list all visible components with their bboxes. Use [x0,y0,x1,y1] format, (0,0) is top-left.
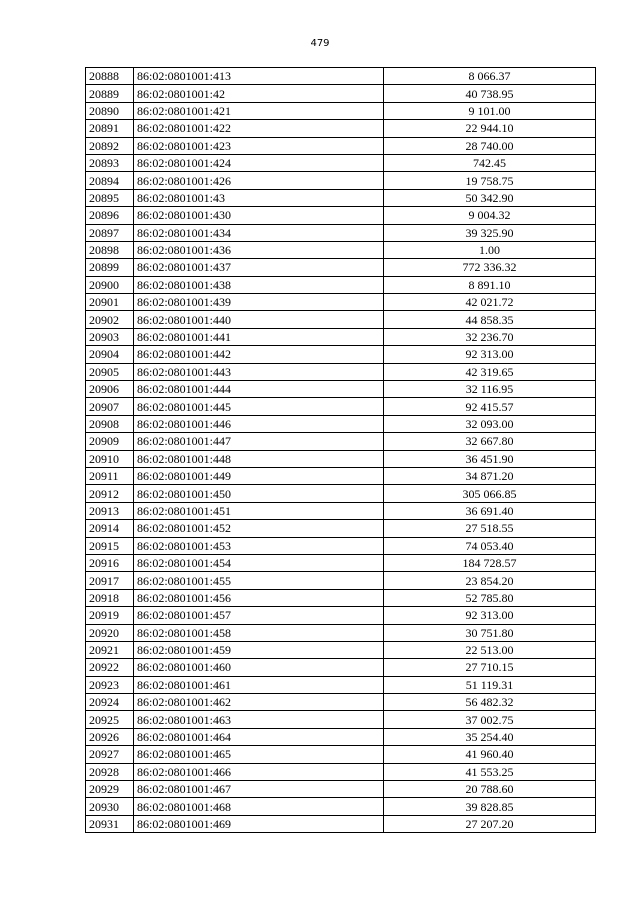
cadastral-number-cell: 86:02:0801001:467 [134,781,384,798]
row-number-cell: 20919 [86,607,134,624]
value-cell: 44 858.35 [384,311,596,328]
row-number-cell: 20920 [86,624,134,641]
value-cell: 41 553.25 [384,763,596,780]
row-number-cell: 20908 [86,415,134,432]
cadastral-number-cell: 86:02:0801001:422 [134,120,384,137]
value-cell: 74 053.40 [384,537,596,554]
row-number-cell: 20931 [86,815,134,832]
row-number-cell: 20891 [86,120,134,137]
cadastral-number-cell: 86:02:0801001:438 [134,276,384,293]
table-row [86,676,596,693]
value-cell: 52 785.80 [384,589,596,606]
cadastral-number-cell: 86:02:0801001:449 [134,467,384,484]
value-cell: 184 728.57 [384,554,596,571]
row-number-cell: 20925 [86,711,134,728]
table-row [86,68,596,85]
value-cell: 56 482.32 [384,694,596,711]
cadastral-number-cell: 86:02:0801001:462 [134,694,384,711]
table-row [86,781,596,798]
value-cell: 9 101.00 [384,102,596,119]
table-row [86,381,596,398]
table-body [86,68,596,833]
value-cell: 50 342.90 [384,189,596,206]
table-row [86,502,596,519]
row-number-cell: 20894 [86,172,134,189]
table-row [86,346,596,363]
cadastral-number-cell: 86:02:0801001:465 [134,746,384,763]
cadastral-number-cell: 86:02:0801001:453 [134,537,384,554]
row-number-cell: 20930 [86,798,134,815]
table-row [86,450,596,467]
table-row [86,241,596,258]
cadastral-number-cell: 86:02:0801001:457 [134,607,384,624]
table-row [86,485,596,502]
value-cell: 22 513.00 [384,641,596,658]
cadastral-number-cell: 86:02:0801001:461 [134,676,384,693]
value-cell: 39 325.90 [384,224,596,241]
value-cell: 27 518.55 [384,520,596,537]
cadastral-number-cell: 86:02:0801001:469 [134,815,384,832]
table-row [86,554,596,571]
value-cell: 42 319.65 [384,363,596,380]
row-number-cell: 20911 [86,467,134,484]
cadastral-number-cell: 86:02:0801001:458 [134,624,384,641]
row-number-cell: 20897 [86,224,134,241]
value-cell: 28 740.00 [384,137,596,154]
table-row [86,815,596,832]
row-number-cell: 20912 [86,485,134,502]
cadastral-number-cell: 86:02:0801001:460 [134,659,384,676]
row-number-cell: 20923 [86,676,134,693]
cadastral-value-table [85,67,596,833]
cadastral-number-cell: 86:02:0801001:451 [134,502,384,519]
row-number-cell: 20895 [86,189,134,206]
value-cell: 772 336.32 [384,259,596,276]
table-row [86,798,596,815]
table-row [86,433,596,450]
value-cell: 36 451.90 [384,450,596,467]
value-cell: 92 415.57 [384,398,596,415]
value-cell: 8 891.10 [384,276,596,293]
table-row [86,589,596,606]
table-row [86,415,596,432]
table-row [86,311,596,328]
cadastral-number-cell: 86:02:0801001:466 [134,763,384,780]
cadastral-number-cell: 86:02:0801001:452 [134,520,384,537]
table-row [86,711,596,728]
table-row [86,363,596,380]
value-cell: 9 004.32 [384,207,596,224]
row-number-cell: 20900 [86,276,134,293]
value-cell: 51 119.31 [384,676,596,693]
cadastral-number-cell: 86:02:0801001:424 [134,154,384,171]
page-number: 479 [310,38,330,49]
table-row [86,294,596,311]
row-number-cell: 20901 [86,294,134,311]
cadastral-number-cell: 86:02:0801001:426 [134,172,384,189]
cadastral-number-cell: 86:02:0801001:464 [134,728,384,745]
table-row [86,207,596,224]
value-cell: 8 066.37 [384,68,596,85]
value-cell: 32 667.80 [384,433,596,450]
table-row [86,276,596,293]
table-row [86,224,596,241]
row-number-cell: 20917 [86,572,134,589]
cadastral-number-cell: 86:02:0801001:441 [134,328,384,345]
table-row [86,694,596,711]
cadastral-number-cell: 86:02:0801001:423 [134,137,384,154]
row-number-cell: 20899 [86,259,134,276]
table-row [86,259,596,276]
value-cell: 41 960.40 [384,746,596,763]
cadastral-number-cell: 86:02:0801001:436 [134,241,384,258]
row-number-cell: 20909 [86,433,134,450]
row-number-cell: 20904 [86,346,134,363]
value-cell: 30 751.80 [384,624,596,641]
table-row [86,398,596,415]
cadastral-number-cell: 86:02:0801001:446 [134,415,384,432]
cadastral-number-cell: 86:02:0801001:42 [134,85,384,102]
value-cell: 22 944.10 [384,120,596,137]
value-cell: 32 116.95 [384,381,596,398]
value-cell: 23 854.20 [384,572,596,589]
row-number-cell: 20902 [86,311,134,328]
row-number-cell: 20928 [86,763,134,780]
table-row [86,137,596,154]
table-row [86,763,596,780]
cadastral-number-cell: 86:02:0801001:445 [134,398,384,415]
value-cell: 27 207.20 [384,815,596,832]
cadastral-number-cell: 86:02:0801001:439 [134,294,384,311]
table-row [86,467,596,484]
row-number-cell: 20905 [86,363,134,380]
table-row [86,728,596,745]
value-cell: 36 691.40 [384,502,596,519]
row-number-cell: 20914 [86,520,134,537]
row-number-cell: 20924 [86,694,134,711]
table-row [86,607,596,624]
cadastral-number-cell: 86:02:0801001:468 [134,798,384,815]
cadastral-number-cell: 86:02:0801001:448 [134,450,384,467]
cadastral-number-cell: 86:02:0801001:454 [134,554,384,571]
row-number-cell: 20913 [86,502,134,519]
row-number-cell: 20893 [86,154,134,171]
row-number-cell: 20929 [86,781,134,798]
cadastral-number-cell: 86:02:0801001:463 [134,711,384,728]
cadastral-number-cell: 86:02:0801001:442 [134,346,384,363]
cadastral-number-cell: 86:02:0801001:444 [134,381,384,398]
table-row [86,659,596,676]
row-number-cell: 20927 [86,746,134,763]
cadastral-number-cell: 86:02:0801001:434 [134,224,384,241]
value-cell: 32 236.70 [384,328,596,345]
cadastral-number-cell: 86:02:0801001:456 [134,589,384,606]
row-number-cell: 20921 [86,641,134,658]
row-number-cell: 20926 [86,728,134,745]
cadastral-number-cell: 86:02:0801001:459 [134,641,384,658]
value-cell: 92 313.00 [384,346,596,363]
row-number-cell: 20907 [86,398,134,415]
cadastral-number-cell: 86:02:0801001:447 [134,433,384,450]
cadastral-number-cell: 86:02:0801001:455 [134,572,384,589]
value-cell: 42 021.72 [384,294,596,311]
table-row [86,85,596,102]
row-number-cell: 20903 [86,328,134,345]
row-number-cell: 20915 [86,537,134,554]
value-cell: 27 710.15 [384,659,596,676]
table-row [86,537,596,554]
value-cell: 34 871.20 [384,467,596,484]
table-row [86,120,596,137]
row-number-cell: 20890 [86,102,134,119]
row-number-cell: 20888 [86,68,134,85]
table-row [86,102,596,119]
value-cell: 32 093.00 [384,415,596,432]
value-cell: 92 313.00 [384,607,596,624]
table-row [86,624,596,641]
value-cell: 305 066.85 [384,485,596,502]
cadastral-number-cell: 86:02:0801001:413 [134,68,384,85]
cadastral-number-cell: 86:02:0801001:421 [134,102,384,119]
table-row [86,328,596,345]
value-cell: 37 002.75 [384,711,596,728]
row-number-cell: 20906 [86,381,134,398]
value-cell: 35 254.40 [384,728,596,745]
row-number-cell: 20889 [86,85,134,102]
table-row [86,572,596,589]
row-number-cell: 20898 [86,241,134,258]
table-row [86,172,596,189]
row-number-cell: 20918 [86,589,134,606]
table-row [86,746,596,763]
cadastral-number-cell: 86:02:0801001:440 [134,311,384,328]
cadastral-number-cell: 86:02:0801001:430 [134,207,384,224]
value-cell: 1.00 [384,241,596,258]
row-number-cell: 20910 [86,450,134,467]
cadastral-number-cell: 86:02:0801001:43 [134,189,384,206]
value-cell: 20 788.60 [384,781,596,798]
cadastral-number-cell: 86:02:0801001:437 [134,259,384,276]
table-row [86,641,596,658]
row-number-cell: 20922 [86,659,134,676]
table-row [86,189,596,206]
row-number-cell: 20892 [86,137,134,154]
value-cell: 19 758.75 [384,172,596,189]
cadastral-number-cell: 86:02:0801001:443 [134,363,384,380]
row-number-cell: 20896 [86,207,134,224]
value-cell: 39 828.85 [384,798,596,815]
row-number-cell: 20916 [86,554,134,571]
table-row [86,520,596,537]
value-cell: 742.45 [384,154,596,171]
value-cell: 40 738.95 [384,85,596,102]
table-row [86,154,596,171]
cadastral-number-cell: 86:02:0801001:450 [134,485,384,502]
